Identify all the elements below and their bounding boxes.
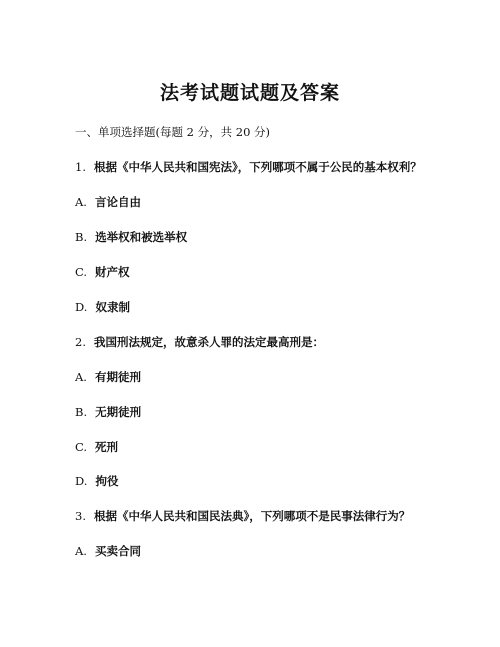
option-text: 拘役	[95, 474, 119, 488]
page-title: 法考试题试题及答案	[159, 82, 340, 104]
option-text: 无期徒刑	[95, 405, 142, 419]
question-text: 根据《中华人民共和国民法典》，下列哪项不是民事法律行为？	[93, 509, 411, 523]
question-number: 1.	[75, 160, 86, 174]
option-text: 死刑	[95, 440, 119, 454]
question-2	[75, 334, 324, 350]
option-2b	[75, 404, 141, 420]
option-letter: A.	[75, 370, 87, 384]
section-heading: 一、单项选择题(每题 2 分，共 20 分)	[75, 125, 271, 139]
option-text: 选举权和被选举权	[95, 230, 188, 244]
question-1	[75, 159, 422, 175]
option-letter: D.	[75, 474, 88, 488]
option-letter: C.	[75, 265, 88, 279]
question-number: 2.	[75, 335, 86, 349]
option-2d	[75, 473, 118, 489]
option-letter: C.	[75, 440, 88, 454]
option-2c	[75, 439, 118, 455]
option-letter: B.	[75, 405, 88, 419]
option-2a	[75, 369, 141, 385]
option-1c	[75, 264, 130, 280]
option-text: 财产权	[95, 265, 130, 279]
option-1b	[75, 229, 187, 245]
option-3a	[75, 543, 141, 559]
option-1a	[75, 194, 141, 210]
option-letter: D.	[75, 300, 88, 314]
option-letter: B.	[75, 230, 88, 244]
option-letter: A.	[75, 544, 87, 558]
question-number: 3.	[75, 509, 86, 523]
question-3	[75, 508, 410, 524]
option-text: 买卖合同	[94, 544, 141, 558]
option-1d	[75, 299, 130, 315]
option-letter: A.	[75, 195, 87, 209]
option-text: 奴隶制	[95, 300, 130, 314]
option-text: 有期徒刑	[94, 370, 141, 384]
question-text: 我国刑法规定，故意杀人罪的法定最高刑是：	[93, 335, 324, 349]
question-text: 根据《中华人民共和国宪法》，下列哪项不属于公民的基本权利？	[93, 160, 422, 174]
option-text: 言论自由	[94, 195, 141, 209]
